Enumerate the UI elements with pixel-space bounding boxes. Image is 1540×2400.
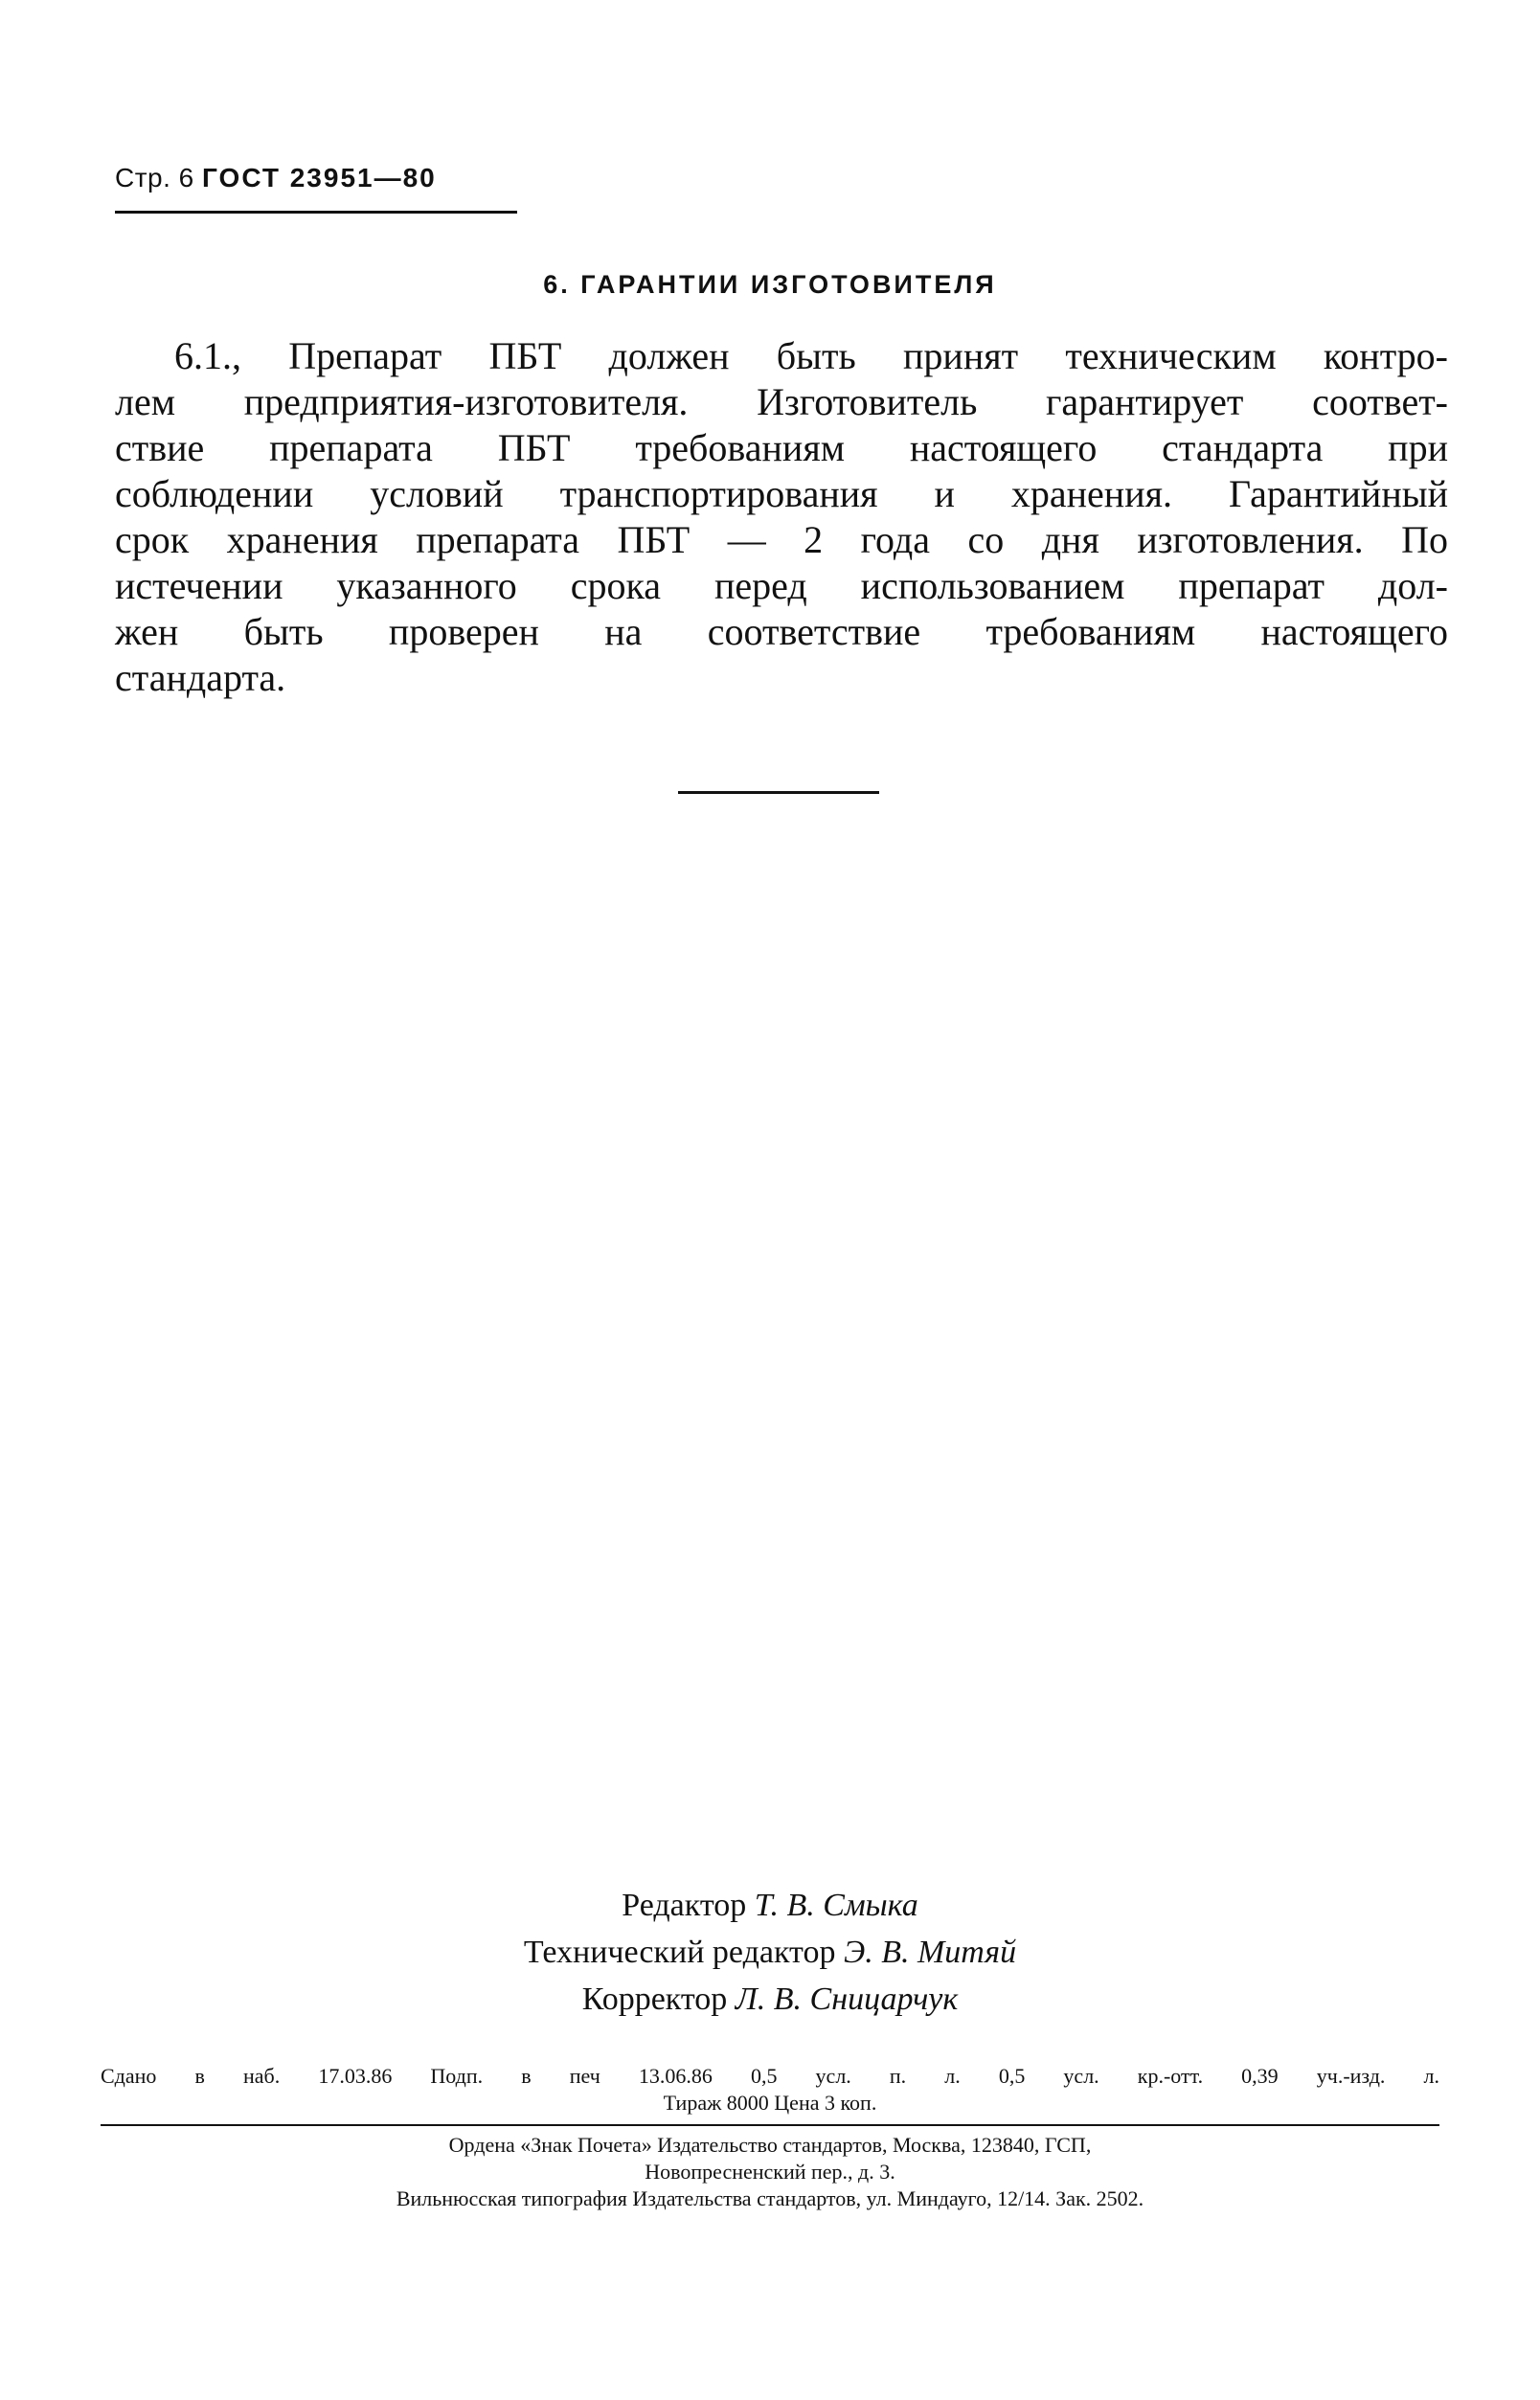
credit-editor — [0, 1882, 1540, 1929]
paragraph-line: соблюдении условий транспортирования и хранения. Гарантийный — [115, 472, 1448, 515]
imprint-divider — [101, 2124, 1439, 2126]
print-dates-line: Сдано в наб. 17.03.86 Подп. в печ 13.06.86 0,5 усл. п. л. 0,5 усл. кр.-отт. 0,39 уч.-изд. л. — [101, 2064, 1439, 2088]
printer-line: Вильнюсская типография Издательства стандартов, ул. Миндауго, 12/14. Зак. 2502. — [396, 2186, 1144, 2210]
section-title: 6. ГАРАНТИИ ИЗГОТОВИТЕЛЯ — [543, 270, 997, 299]
standard-number: ГОСТ 23951—80 — [202, 163, 437, 192]
editor-name: Т. В. Смыка — [754, 1888, 918, 1923]
section-paragraph — [115, 333, 1448, 701]
paragraph-line: лем предприятия-изготовителя. Изготовитель гарантирует соответ- — [115, 380, 1448, 423]
corrector-role: Корректор — [581, 1981, 728, 2017]
print-details — [101, 2063, 1439, 2117]
paragraph-line: ствие препарата ПБТ требованиям настоящего стандарта при — [115, 426, 1448, 469]
editor-role: Редактор — [622, 1888, 747, 1923]
publisher-line: Ордена «Знак Почета» Издательство стандартов, Москва, 123840, ГСП, — [448, 2133, 1092, 2157]
publisher-address: Новопресненский пер., д. 3. — [645, 2160, 895, 2184]
page-number-label: Стр. 6 — [115, 163, 194, 192]
paragraph-line: истечении указанного срока перед использованием препарат дол- — [115, 564, 1448, 607]
header-divider — [115, 211, 517, 214]
section-end-divider — [678, 791, 879, 794]
paragraph-line: жен быть проверен на соответствие требованиям настоящего — [115, 610, 1448, 653]
paragraph-line: 6.1., Препарат ПБТ должен быть принят техническим контро- — [174, 334, 1448, 377]
paragraph-line: срок хранения препарата ПБТ — 2 года со дня изготовления. По — [115, 518, 1448, 561]
publisher-info — [115, 2132, 1425, 2212]
print-run-line: Тираж 8000 Цена 3 коп. — [663, 2091, 877, 2115]
credit-corrector — [0, 1976, 1540, 2023]
page-header — [115, 163, 437, 193]
tech-editor-role: Технический редактор — [523, 1935, 836, 1970]
credit-tech-editor — [0, 1929, 1540, 1976]
corrector-name: Л. В. Сницарчук — [735, 1981, 959, 2017]
paragraph-line: стандарта. — [115, 656, 286, 699]
tech-editor-name: Э. В. Митяй — [843, 1935, 1017, 1970]
